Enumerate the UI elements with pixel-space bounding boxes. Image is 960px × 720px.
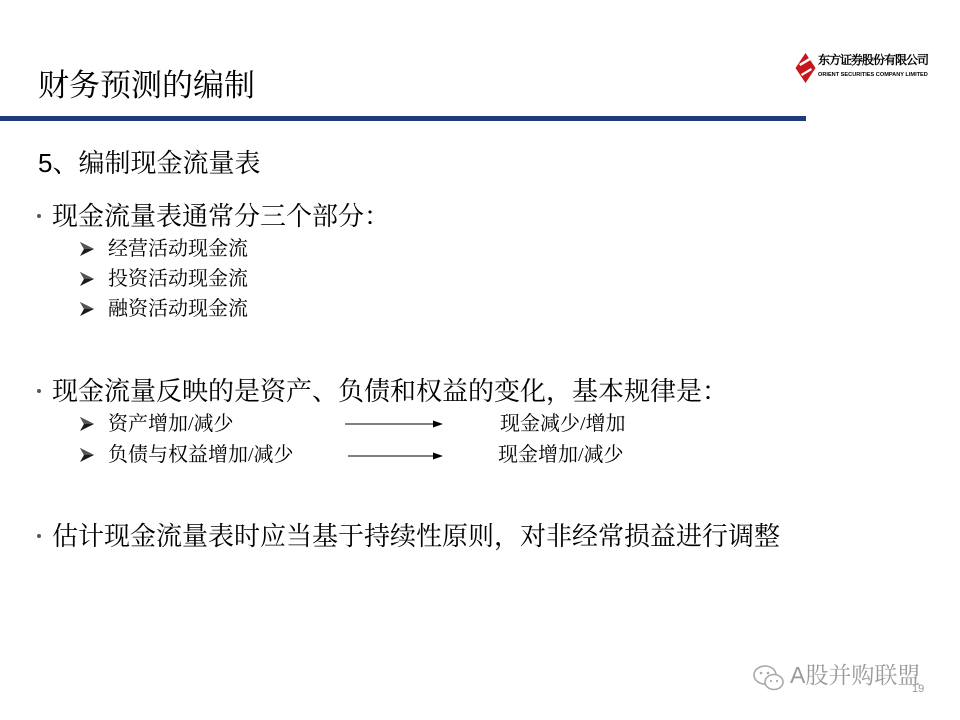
right-arrow-icon — [348, 450, 445, 462]
slide-title: 财务预测的编制 — [38, 68, 255, 103]
arrow-bullet-icon — [80, 242, 94, 256]
section-heading: 5、编制现金流量表 — [38, 148, 261, 178]
logo-diamond — [796, 53, 816, 83]
relation-cause: 负债与权益增加/减少 — [108, 444, 294, 466]
bullet-text: 现金流量表通常分三个部分： — [52, 201, 391, 231]
arrow-bullet-facet — [80, 242, 94, 249]
bullet-dot — [37, 389, 41, 393]
arrow-bullet-icon — [80, 302, 94, 316]
right-arrow-icon — [345, 418, 445, 430]
wechat-bubble-small — [765, 675, 783, 690]
page-number: 19 — [912, 683, 925, 695]
bullet-dot — [37, 214, 41, 218]
arrow-bullet-facet — [80, 417, 94, 424]
arrow-head — [433, 453, 443, 460]
bullet-text: 估计现金流量表时应当基于持续性原则，对非经常损益进行调整 — [52, 521, 781, 551]
list-item: 融资活动现金流 — [108, 298, 248, 320]
logo-name-en: ORIENT SECURITIES COMPANY LIMITED — [818, 72, 928, 78]
arrow-bullet-facet — [80, 448, 94, 455]
watermark-text: A股并购联盟 — [790, 662, 921, 688]
arrow-head — [433, 421, 443, 428]
bullet-text: 现金流量反映的是资产、负债和权益的变化，基本规律是： — [52, 376, 729, 406]
arrow-bullet-icon — [80, 272, 94, 286]
relation-cause: 资产增加/减少 — [108, 413, 234, 435]
bullet-dot — [37, 534, 41, 538]
wechat-eye — [760, 672, 763, 675]
relation-effect: 现金减少/增加 — [500, 413, 626, 435]
wechat-eye — [770, 680, 772, 682]
logo-name-cn: 东方证券股份有限公司 — [818, 53, 929, 67]
wechat-eye — [767, 672, 770, 675]
wechat-eye — [776, 680, 778, 682]
arrow-bullet-facet — [80, 302, 94, 309]
list-item: 投资活动现金流 — [108, 268, 248, 290]
arrow-bullet-facet — [80, 272, 94, 279]
relation-effect: 现金增加/减少 — [498, 444, 624, 466]
arrow-bullet-icon — [80, 448, 94, 462]
list-item: 经营活动现金流 — [108, 238, 248, 260]
title-underline — [0, 116, 806, 121]
wechat-icon — [752, 664, 786, 692]
arrow-bullet-icon — [80, 417, 94, 431]
orient-securities-logo-icon — [795, 52, 816, 84]
